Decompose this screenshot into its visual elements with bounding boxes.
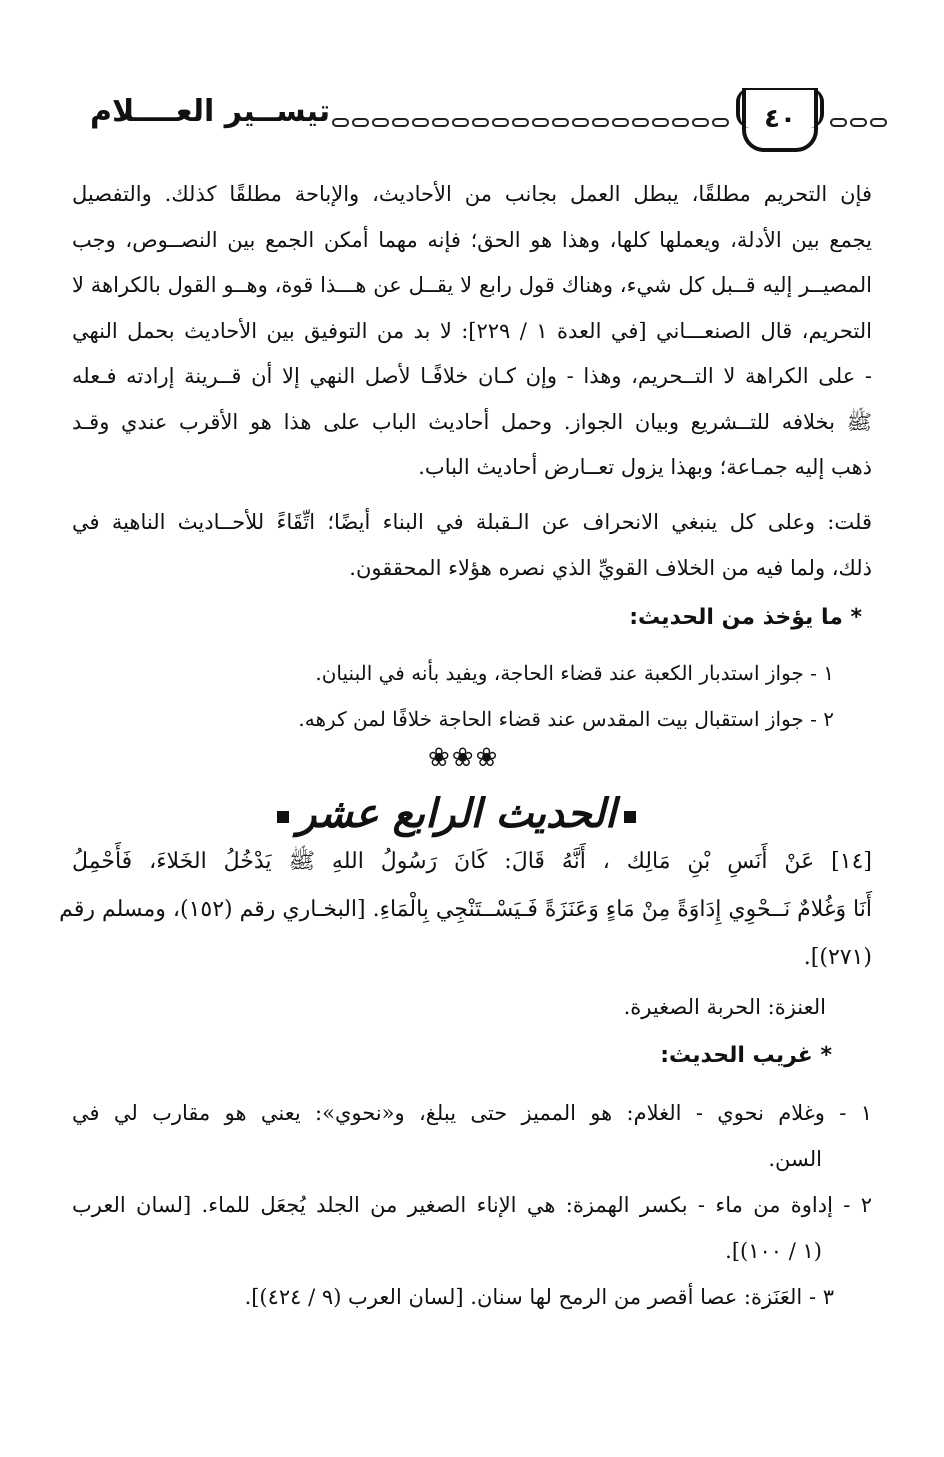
text-line: (٢٧١)]. [803,945,872,970]
header-ornament-short [830,118,887,132]
text-line: ٣ - العَنَزة: عصا أقصر من الرمح لها سنان. [لسان العرب (٩ / ٤٢٤)]. [244,1285,834,1309]
text-line: أَنَا وَغُلامٌ نَــحْوِي إِدَاوَةً مِنْ مَاءٍ وَعَنَزَةً فَـيَسْــتَنْجِي بِالْمَاءِ. [البخـاري رقم (١٥٢)، ومسلم رقم [59,897,872,922]
separator-stars: ❀❀❀ [428,743,500,773]
text-line: [١٤] عَنْ أَنَسِ بْنِ مَالِك ، أَنَّهُ قَالَ: كَانَ رَسُولُ اللهِ ﷺ يَدْخُلُ الخَلاءَ، فَأَحْمِلُ [72,849,872,874]
list-item: ١ - جواز استدبار الكعبة عند قضاء الحاجة، ويفيد بأنه في البنيان. [315,661,834,685]
hadith-title [297,790,644,837]
text-line: المصيــر إليه قــبل كل شيء، وهناك قول رابع لا يقــل عن هـــذا قوة، وهــو القول بالكراهة لا [72,273,872,297]
section-heading-takeaways: * ما يؤخذ من الحديث: [629,605,862,630]
text-line: السن. [768,1147,822,1171]
hadith-text [59,838,872,982]
text-line: قلت: وعلى كل ينبغي الانحراف عن الـقبلة في البناء أيضًا؛ اتِّقَاءً للأحــاديث الناهية في [72,510,872,534]
text-line: (١ / ١٠٠)]. [725,1239,822,1263]
square-bullet-icon [624,811,636,823]
text-line: ﷺ بخلافه للتــشريع وبيان الجواز. وحمل أحاديث الباب على هذا هو الأقرب عندي وقـد [72,409,872,434]
page-header [70,88,890,158]
anaza-definition: العنزة: الحربة الصغيرة. [623,995,826,1019]
takeaways-list [298,650,834,742]
text-line: ١ - وغلام نحوي - الغلام: هو المميز حتى يبلغ، و«نحوي»: يعني هو مقارب لي في [72,1101,872,1125]
text-line: - على الكراهة لا التــحريم، وهذا - وإن كـان خلافًـا لأصل النهي إلا أن قــرينة إرادته فـعله [72,364,872,388]
text-line: يجمع بين الأدلة، ويعملها كلها، وهذا هو الحق؛ فإنه مهما أمكن الجمع بين النصــوص، وجب [72,227,872,252]
page-number: ٤٠ [742,88,818,152]
text-line: فإن التحريم مطلقًا، يبطل العمل بجانب من الأحاديث، والإباحة مطلقًا كذلك. والتفصيل [72,182,872,206]
list-item: ٢ - جواز استقبال بيت المقدس عند قضاء الحاجة خلافًا لمن كرهه. [298,707,834,731]
text-line: ذهب إليه جمـاعة؛ وبهذا يزول تعــارض أحاديث الباب. [418,455,872,479]
header-ornament-chain [332,118,729,132]
square-bullet-icon [277,811,289,823]
paragraph-commentary [72,172,872,491]
running-title: تيســير العــــلام [90,94,331,129]
paragraph-qultu [72,500,872,591]
gloss-list [72,1090,872,1320]
text-line: التحريم، قال الصنعـــاني [في العدة ١ / ٢٢٩]: لا بد من التوفيق بين الأحاديث بحمل النهي [72,318,872,343]
text-line: ذلك، ولما فيه من الخلاف القويِّ الذي نصره هؤلاء المحققون. [349,555,872,580]
hadith-title-text: الحديث الرابع عشر [297,790,616,837]
text-line: ٢ - إداوة من ماء - بكسر الهمزة: هي الإناء الصغير من الجلد يُجعَل للماء. [لسان العرب [72,1193,872,1217]
section-heading-gharib: * غريب الحديث: [660,1043,832,1068]
